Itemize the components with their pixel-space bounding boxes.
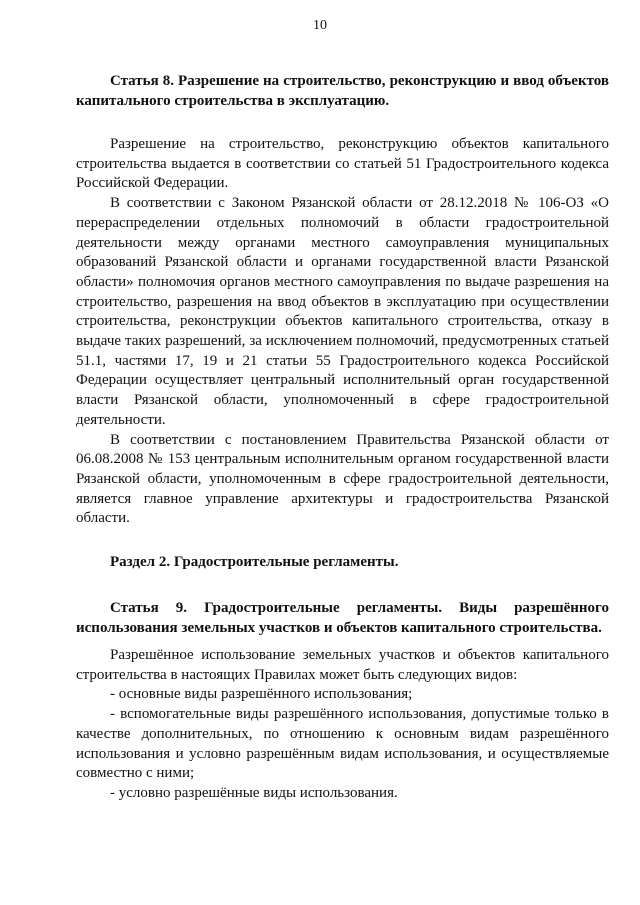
article-8-heading: Статья 8. Разрешение на строительство, реконструкцию и ввод объектов капитального строительства в эксплуатацию. xyxy=(76,73,609,109)
list-item: - условно разрешённые виды использования. xyxy=(110,784,398,801)
article-8-body xyxy=(76,135,609,529)
list-item: - основные виды разрешённого использования; xyxy=(110,686,413,703)
article-9-heading-block xyxy=(76,599,609,638)
article-8-heading-block xyxy=(76,72,609,111)
article-9-body xyxy=(76,646,609,804)
section-2-heading-block xyxy=(76,553,609,573)
article-9-heading: Статья 9. Градостроительные регламенты. Виды разрешённого использования земельных участков и объектов капитального строительства. xyxy=(76,600,609,636)
section-2-heading: Раздел 2. Градостроительные регламенты. xyxy=(110,554,399,570)
paragraph: В соответствии с постановлением Правительства Рязанской области от 06.08.2008 № 153 центральным исполнительным органом государственной власти Рязанской области, уполномоченным в сфере градостроительной деятельности, является главное управление архитектуры и градостроительства Рязанской области. xyxy=(76,431,609,527)
paragraph: Разрешение на строительство, реконструкцию объектов капитального строительства выдается в соответствии со статьей 51 Градостроительного кодекса Российской Федерации. xyxy=(76,136,609,192)
paragraph: В соответствии с Законом Рязанской области от 28.12.2018 № 106-ОЗ «О перераспределении отдельных полномочий в области градостроительной деятельности между органами местного самоуправления муниципальных образований Рязанской области и органами государственной власти Рязанской области» полномочия органов местного самоуправления по выдаче разрешения на строительство, разрешения на ввод объектов в эксплуатацию при осуществлении строительства, реконструкции объектов капитального строительства, отказу в выдаче таких разрешений, за исключением полномочий, предусмотренных статьей 51.1, частями 17, 19 и 21 статьи 55 Градостроительного кодекса Российской Федерации осуществляет центральный исполнительный орган государственной власти Рязанской области, уполномоченный в сфере градостроительной деятельности. xyxy=(76,195,609,428)
paragraph: Разрешённое использование земельных участков и объектов капитального строительства в настоящих Правилах может быть следующих видов: xyxy=(76,647,609,683)
list-item: - вспомогательные виды разрешённого использования, допустимые только в качестве дополнительных, по отношению к основным видам разрешённого использования и условно разрешённым видам использования, и осуществляемые совместно с ними; xyxy=(76,706,609,782)
page-number: 10 xyxy=(313,18,327,33)
